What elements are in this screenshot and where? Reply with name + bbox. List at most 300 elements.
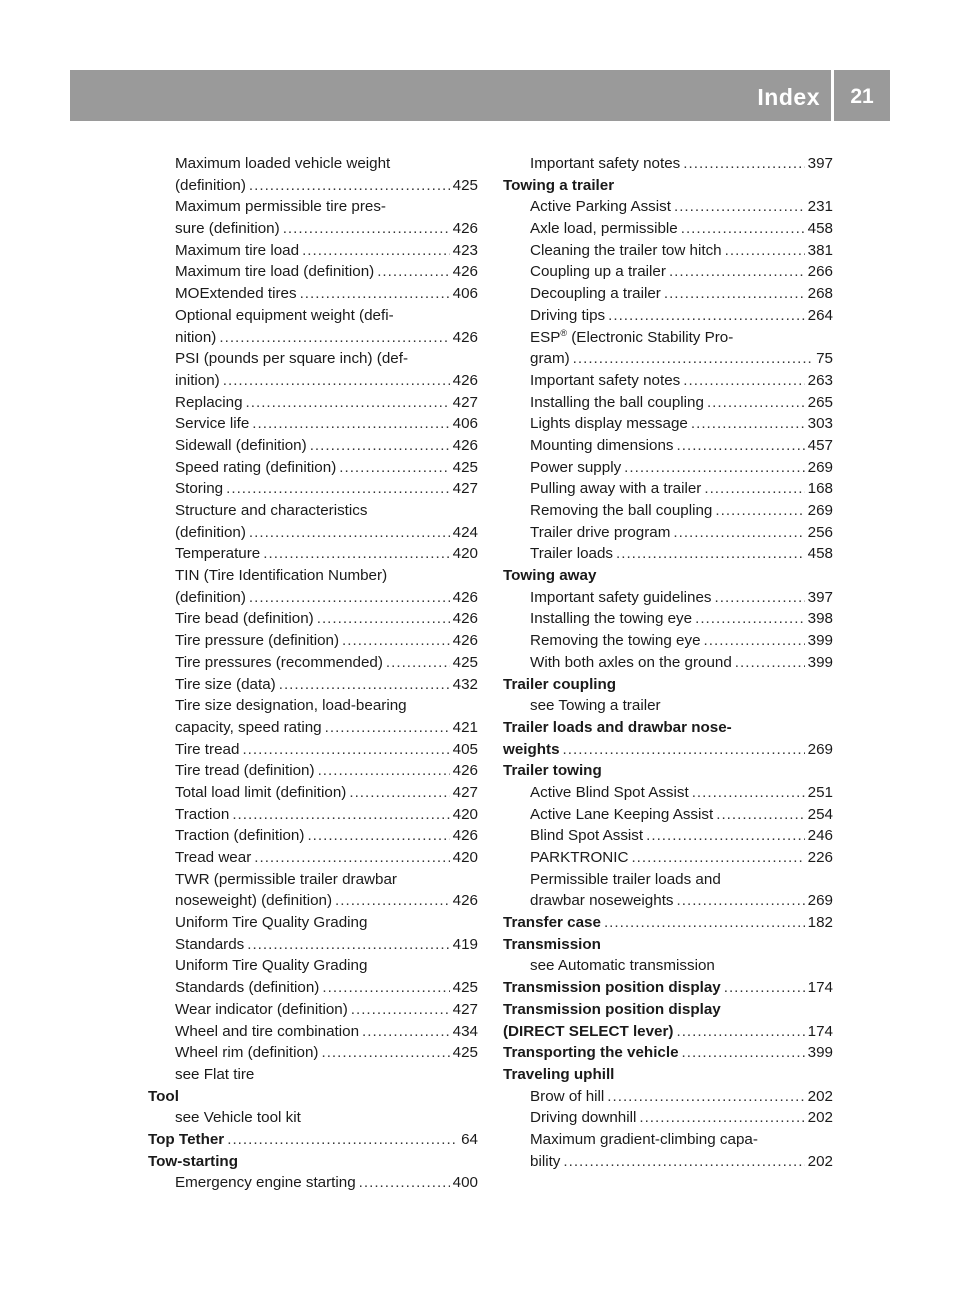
page-ref[interactable]: 427 <box>452 1000 478 1018</box>
page-ref[interactable]: 425 <box>452 176 478 194</box>
page-ref[interactable]: 264 <box>807 306 833 324</box>
entry-text: Top Tether <box>148 1130 225 1148</box>
entry-text: Wear indicator (definition) <box>175 1000 348 1018</box>
index-entry <box>148 717 478 739</box>
page-ref[interactable]: 420 <box>452 849 478 866</box>
entry-text: Decoupling a trailer <box>530 285 661 303</box>
page-ref[interactable]: 426 <box>452 371 478 389</box>
index-subentry: Maximum permissible tire pres- <box>175 198 386 216</box>
entry-text: ESP <box>530 328 561 346</box>
entry-text: Total load limit (definition) <box>175 783 347 801</box>
index-entry <box>503 413 833 435</box>
index-subentry: Tire size designation, load-bearing <box>175 697 407 715</box>
index-entry <box>503 652 833 674</box>
index-entry <box>148 327 478 349</box>
index-entry <box>148 413 478 435</box>
index-entry <box>503 1086 833 1108</box>
index-entry <box>503 847 833 869</box>
entry-text: Tire pressure (definition) <box>175 632 340 650</box>
dot-leader <box>242 739 449 761</box>
dot-leader <box>223 370 450 392</box>
entry-text: Traction <box>175 805 230 823</box>
entry-text: Temperature <box>175 545 261 563</box>
page-ref[interactable]: 256 <box>807 523 833 541</box>
page-ref[interactable]: 423 <box>452 241 478 259</box>
dot-leader <box>563 739 805 761</box>
dot-leader <box>683 153 804 175</box>
entry-text: Emergency engine starting <box>175 1174 356 1192</box>
index-heading: Transmission <box>503 935 601 953</box>
entry-text: Tread wear <box>175 849 252 866</box>
index-subentry: see Automatic transmission <box>530 957 715 975</box>
index-entry <box>148 890 478 912</box>
index-entry <box>503 912 833 934</box>
page-ref[interactable]: 400 <box>452 1174 478 1192</box>
page-ref[interactable]: 269 <box>807 502 833 519</box>
index-entry <box>148 175 478 197</box>
index-entry <box>503 608 833 630</box>
index-entry <box>148 1129 478 1151</box>
dot-leader <box>604 912 805 934</box>
index-heading: Trailer coupling <box>503 675 617 693</box>
dot-leader <box>624 457 804 479</box>
index-entry <box>148 934 478 956</box>
entry-text: With both axles on the ground <box>530 653 732 671</box>
dot-leader <box>704 478 804 500</box>
page-ref[interactable]: 426 <box>452 436 478 454</box>
dot-leader <box>674 196 805 218</box>
page-ref[interactable]: 202 <box>807 1087 833 1105</box>
index-entry <box>148 825 478 847</box>
entry-text: Speed rating (definition) <box>175 458 337 476</box>
page-ref[interactable]: 434 <box>452 1022 478 1040</box>
index-entry <box>148 261 478 283</box>
page-ref[interactable]: 421 <box>452 718 478 736</box>
entry-text: PARKTRONIC <box>530 849 629 866</box>
page-ref[interactable]: 426 <box>452 827 478 845</box>
index-entry <box>503 153 833 175</box>
index-entry <box>503 977 833 999</box>
index-subentry: Optional equipment weight (defi- <box>175 306 394 324</box>
dot-leader <box>692 782 805 804</box>
entry-text: Driving tips <box>530 306 606 324</box>
dot-leader <box>310 435 450 457</box>
entry-text: (definition) <box>175 176 246 194</box>
entry-text: noseweight) (definition) <box>175 892 333 910</box>
dot-leader <box>715 587 805 609</box>
section-title: Index <box>757 84 820 110</box>
entry-text: capacity, speed rating <box>175 718 322 736</box>
index-subentry: Maximum loaded vehicle weight <box>175 155 391 172</box>
index-entry <box>148 977 478 999</box>
entry-text: Installing the ball coupling <box>530 393 704 411</box>
page-ref[interactable]: 397 <box>807 155 833 172</box>
index-entry <box>503 739 833 761</box>
page-ref[interactable]: 427 <box>452 393 478 411</box>
dot-leader <box>682 1042 805 1064</box>
page-ref[interactable]: 268 <box>807 285 833 303</box>
index-entry <box>503 283 833 305</box>
index-entry <box>148 283 478 305</box>
entry-text: sure (definition) <box>175 220 280 238</box>
page-ref[interactable]: 254 <box>807 805 833 823</box>
index-entry <box>503 240 833 262</box>
entry-text: Active Blind Spot Assist <box>530 783 689 801</box>
dot-leader <box>724 977 805 999</box>
index-entry <box>503 825 833 847</box>
page-ref[interactable]: 426 <box>452 328 478 346</box>
index-entry <box>148 674 478 696</box>
dot-leader <box>249 522 450 544</box>
entry-text: inition) <box>175 371 220 389</box>
dot-leader <box>283 218 450 240</box>
index-heading: Towing a trailer <box>503 176 615 194</box>
dot-leader <box>232 804 449 826</box>
page-number: 21 <box>850 85 874 108</box>
index-entry <box>503 630 833 652</box>
index-heading: Towing away <box>503 567 597 585</box>
index-entry <box>503 305 833 327</box>
entry-text: Trailer loads <box>530 545 613 563</box>
header-bar <box>70 70 890 121</box>
index-entry <box>503 370 833 392</box>
dot-leader <box>608 305 805 327</box>
dot-leader <box>342 630 450 652</box>
dot-leader <box>247 934 449 956</box>
index-entry <box>148 587 478 609</box>
index-subentry: see Towing a trailer <box>530 697 661 715</box>
page-ref[interactable]: 425 <box>452 458 478 476</box>
entry-text: Driving downhill <box>530 1109 637 1127</box>
index-column-left <box>148 153 478 1194</box>
index-entry <box>148 847 478 869</box>
entry-text: Mounting dimensions <box>530 436 674 454</box>
dot-leader <box>704 630 805 652</box>
index-entry <box>503 1151 833 1173</box>
entry-text: Coupling up a trailer <box>530 263 666 281</box>
dot-leader <box>339 457 449 479</box>
entry-text: bility <box>530 1152 561 1170</box>
entry-text: Removing the ball coupling <box>530 502 713 519</box>
page-ref[interactable]: 458 <box>807 220 833 238</box>
page-ref[interactable]: 405 <box>452 740 478 758</box>
entry-text: Removing the towing eye <box>530 632 701 650</box>
dot-leader <box>573 348 813 370</box>
index-entry <box>503 1021 833 1043</box>
entry-text: Important safety notes <box>530 371 681 389</box>
page-ref[interactable]: 397 <box>807 588 833 606</box>
entry-text: Wheel rim (definition) <box>175 1044 319 1062</box>
index-entry <box>148 608 478 630</box>
entry-text: Tire tread <box>175 740 240 758</box>
index-entry <box>148 630 478 652</box>
index-heading: Traveling uphill <box>503 1065 615 1083</box>
page-ref[interactable]: 425 <box>452 979 478 997</box>
page-ref[interactable]: 425 <box>452 1044 478 1062</box>
index-entry <box>148 370 478 392</box>
index-entry <box>148 457 478 479</box>
entry-text: Service life <box>175 415 250 433</box>
entry-text: Important safety notes <box>530 155 681 172</box>
index-entry <box>503 478 833 500</box>
index-entry <box>148 1021 478 1043</box>
dot-leader <box>691 413 805 435</box>
dot-leader <box>715 500 804 522</box>
entry-text: Tire tread (definition) <box>175 762 315 780</box>
index-subentry: Permissible trailer loads and <box>530 870 721 888</box>
index-entry <box>148 1172 478 1194</box>
entry-text: Lights display message <box>530 415 688 433</box>
page-ref[interactable]: 420 <box>452 805 478 823</box>
index-entry <box>148 739 478 761</box>
dot-leader <box>317 608 450 630</box>
page-ref[interactable]: 427 <box>452 783 478 801</box>
dot-leader <box>607 1086 804 1108</box>
entry-text: (definition) <box>175 588 246 606</box>
index-heading: Trailer loads and drawbar nose- <box>503 718 732 736</box>
index-entry <box>148 435 478 457</box>
entry-text: nition) <box>175 328 217 346</box>
dot-leader <box>681 218 805 240</box>
index-heading: Trailer towing <box>503 762 602 780</box>
entry-text: Replacing <box>175 393 243 411</box>
page-ref[interactable]: 427 <box>452 480 478 498</box>
index-entry <box>503 522 833 544</box>
index-entry <box>148 522 478 544</box>
index-entry <box>503 1042 833 1064</box>
entry-text: (definition) <box>175 523 246 541</box>
page-ref[interactable]: 168 <box>807 480 833 498</box>
page-ref[interactable]: 75 <box>816 350 833 368</box>
page-ref[interactable]: 426 <box>452 632 478 650</box>
page-ref[interactable]: 303 <box>807 415 833 433</box>
index-subentry: see Flat tire <box>175 1065 255 1083</box>
index-entry <box>503 782 833 804</box>
page-ref[interactable]: 458 <box>807 545 833 563</box>
page-ref[interactable]: 269 <box>807 458 833 476</box>
dot-leader <box>673 522 804 544</box>
page-ref[interactable]: 231 <box>807 198 833 216</box>
index-subentry: see Vehicle tool kit <box>175 1109 301 1127</box>
page-ref[interactable]: 420 <box>452 545 478 563</box>
page-ref[interactable]: 251 <box>807 783 833 801</box>
dot-leader <box>300 283 450 305</box>
page-ref[interactable]: 426 <box>452 762 478 780</box>
page-ref[interactable]: 174 <box>807 979 833 997</box>
dot-leader <box>669 261 805 283</box>
index-subentry <box>503 327 833 349</box>
entry-text: Blind Spot Assist <box>530 827 644 845</box>
entry-text: Axle load, permissible <box>530 220 678 238</box>
index-subentry: Structure and characteristics <box>175 502 368 519</box>
entry-text: Standards <box>175 935 245 953</box>
page-ref[interactable]: 424 <box>452 523 478 541</box>
page-ref[interactable]: 399 <box>807 653 833 671</box>
entry-text: Tire size (data) <box>175 675 276 693</box>
index-entry <box>503 804 833 826</box>
entry-text: Maximum tire load <box>175 241 300 259</box>
index-heading: Tool <box>148 1087 179 1105</box>
dot-leader <box>725 240 805 262</box>
page-ref[interactable]: 246 <box>807 827 833 845</box>
dot-leader <box>263 543 449 565</box>
entry-text: Installing the towing eye <box>530 610 693 628</box>
index-subentry: Uniform Tire Quality Grading <box>175 957 368 975</box>
dot-leader <box>377 261 449 283</box>
page-ref[interactable]: 426 <box>452 610 478 628</box>
entry-text: Traction (definition) <box>175 827 305 845</box>
dot-leader <box>362 1021 450 1043</box>
dot-leader <box>639 1107 804 1129</box>
index-subentry: PSI (pounds per square inch) (def- <box>175 350 408 368</box>
entry-text: Standards (definition) <box>175 979 320 997</box>
dot-leader <box>249 587 450 609</box>
index-entry <box>148 804 478 826</box>
page-ref[interactable]: 426 <box>452 220 478 238</box>
index-entry <box>503 218 833 240</box>
entry-text: Cleaning the trailer tow hitch <box>530 241 722 259</box>
dot-leader <box>279 674 450 696</box>
dot-leader <box>677 435 805 457</box>
index-heading: Tow-starting <box>148 1152 238 1170</box>
dot-leader <box>226 478 450 500</box>
dot-leader <box>631 847 804 869</box>
dot-leader <box>322 977 449 999</box>
index-subentry: TIN (Tire Identification Number) <box>175 567 388 585</box>
index-heading: Transmission position display <box>503 1000 721 1018</box>
page-ref[interactable]: 202 <box>807 1109 833 1127</box>
index-entry <box>148 1042 478 1064</box>
index-entry <box>148 240 478 262</box>
dot-leader <box>335 890 450 912</box>
index-entry <box>503 500 833 522</box>
dot-leader <box>351 999 450 1021</box>
dot-leader <box>563 1151 804 1173</box>
index-entry <box>503 435 833 457</box>
entry-text: Transmission position display <box>503 979 721 997</box>
page-ref[interactable]: 426 <box>452 263 478 281</box>
entry-text: Transfer case <box>503 914 601 932</box>
page-ref[interactable]: 226 <box>807 849 833 866</box>
index-entry <box>148 652 478 674</box>
page-ref[interactable]: 266 <box>807 263 833 281</box>
page-ref[interactable]: 269 <box>807 740 833 758</box>
entry-text: Transporting the vehicle <box>503 1044 679 1062</box>
page-ref[interactable]: 174 <box>807 1022 833 1040</box>
dot-leader <box>386 652 450 674</box>
index-entry <box>148 392 478 414</box>
dot-leader <box>307 825 449 847</box>
page-ref[interactable]: 182 <box>807 914 833 932</box>
index-subentry: Uniform Tire Quality Grading <box>175 914 368 932</box>
page-ref[interactable]: 265 <box>807 393 833 411</box>
dot-leader <box>246 392 450 414</box>
entry-text: Tire bead (definition) <box>175 610 314 628</box>
page-ref[interactable]: 399 <box>807 632 833 650</box>
page-ref[interactable]: 381 <box>807 241 833 259</box>
dot-leader <box>646 825 805 847</box>
dot-leader <box>249 175 450 197</box>
entry-text: Pulling away with a trailer <box>530 480 702 498</box>
dot-leader <box>676 1021 804 1043</box>
entry-text: Maximum tire load (definition) <box>175 263 375 281</box>
dot-leader <box>359 1172 450 1194</box>
entry-text: Sidewall (definition) <box>175 436 307 454</box>
dot-leader <box>735 652 805 674</box>
page-ref[interactable]: 406 <box>452 415 478 433</box>
page-ref[interactable]: 419 <box>452 935 478 953</box>
index-entry <box>503 457 833 479</box>
entry-text: Tire pressures (recommended) <box>175 653 383 671</box>
index-entry <box>148 218 478 240</box>
index-entry <box>503 348 833 370</box>
page-ref[interactable]: 457 <box>807 436 833 454</box>
index-entry <box>148 999 478 1021</box>
page-ref[interactable]: 263 <box>807 371 833 389</box>
index-entry <box>148 760 478 782</box>
dot-leader <box>616 543 805 565</box>
page-ref[interactable]: 399 <box>807 1044 833 1062</box>
entry-text: drawbar noseweights <box>530 892 674 910</box>
page-ref[interactable]: 425 <box>452 653 478 671</box>
index-entry <box>503 196 833 218</box>
index-subentry: TWR (permissible trailer drawbar <box>175 870 397 888</box>
dot-leader <box>349 782 449 804</box>
index-entry <box>148 782 478 804</box>
dot-leader <box>716 804 804 826</box>
dot-leader <box>695 608 805 630</box>
entry-text-cont: (Electronic Stability Pro- <box>567 328 734 346</box>
dot-leader <box>664 283 805 305</box>
page-ref[interactable]: 269 <box>807 892 833 910</box>
dot-leader <box>321 1042 449 1064</box>
page-ref[interactable]: 426 <box>452 892 478 910</box>
entry-text: MOExtended tires <box>175 285 297 303</box>
page-ref[interactable]: 64 <box>461 1130 478 1148</box>
index-entry <box>503 543 833 565</box>
entry-text: Important safety guidelines <box>530 588 712 606</box>
page-ref[interactable]: 398 <box>807 610 833 628</box>
entry-text: Wheel and tire combination <box>175 1022 360 1040</box>
page-ref[interactable]: 426 <box>452 588 478 606</box>
index-entry <box>148 478 478 500</box>
registered-mark: ® <box>560 327 568 338</box>
index-entry <box>503 392 833 414</box>
dot-leader <box>318 760 450 782</box>
index-entry <box>503 261 833 283</box>
entry-text: Trailer drive program <box>530 523 671 541</box>
entry-text: (DIRECT SELECT lever) <box>503 1022 674 1040</box>
index-entry <box>503 1107 833 1129</box>
entry-text: Brow of hill <box>530 1087 605 1105</box>
index-entry <box>503 587 833 609</box>
page-ref[interactable]: 432 <box>452 675 478 693</box>
entry-text: Storing <box>175 480 224 498</box>
index-column-right <box>503 153 833 1172</box>
entry-text: weights <box>503 740 560 758</box>
index-subentry: Maximum gradient-climbing capa- <box>530 1130 758 1148</box>
page-ref[interactable]: 202 <box>807 1152 833 1170</box>
dot-leader <box>677 890 805 912</box>
dot-leader <box>227 1129 458 1151</box>
index-entry <box>503 890 833 912</box>
page-ref[interactable]: 406 <box>452 285 478 303</box>
dot-leader <box>219 327 449 349</box>
dot-leader <box>252 413 449 435</box>
dot-leader <box>707 392 805 414</box>
dot-leader <box>254 847 449 869</box>
dot-leader <box>683 370 804 392</box>
